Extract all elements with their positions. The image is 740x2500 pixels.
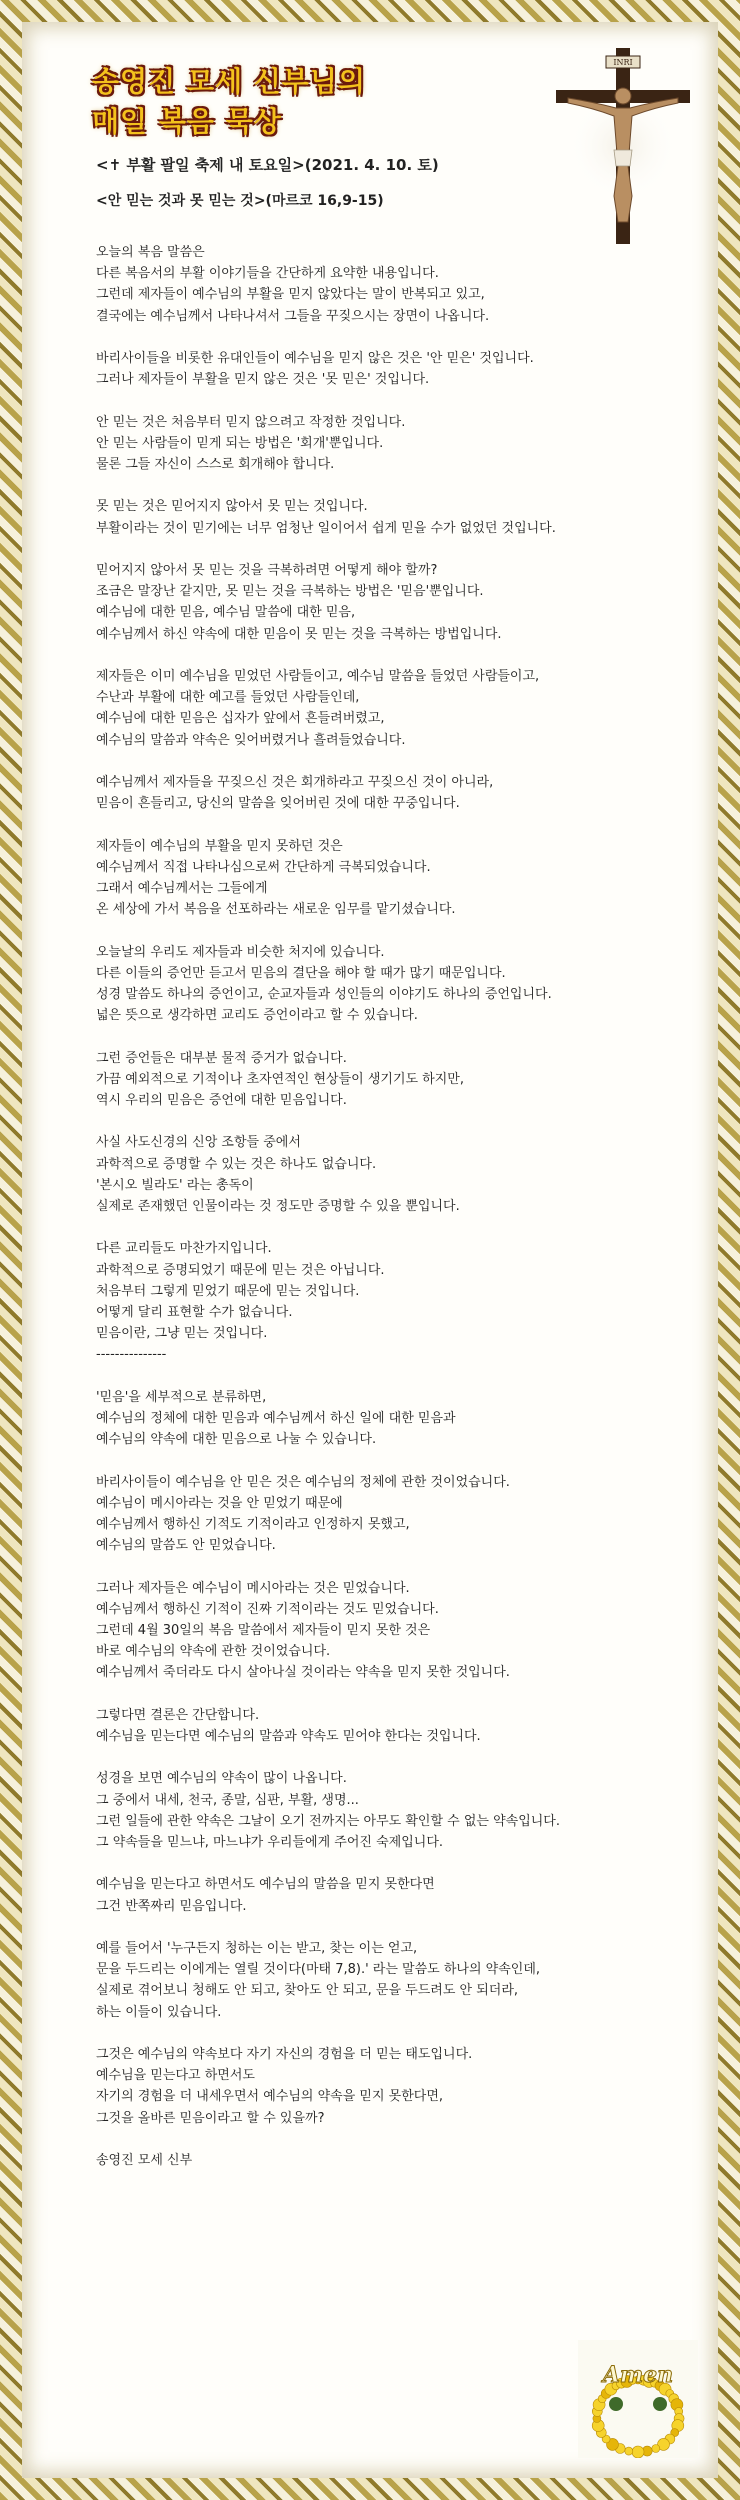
- text-line: 문을 두드리는 이에게는 열릴 것이다(마태 7,8).' 라는 말씀도 하나의 약속인데,: [96, 1962, 541, 1978]
- text-line: 실제로 겪어보니 청해도 안 되고, 찾아도 안 되고, 문을 두드려도 안 되더라,: [96, 1983, 519, 1999]
- text-line: 처음부터 그렇게 믿었기 때문에 믿는 것입니다.: [96, 1283, 360, 1299]
- text-line: 송영진 모세 신부: [96, 2152, 193, 2168]
- crucifix-image: [548, 46, 698, 246]
- text-line: 그것을 올바른 믿음이라고 할 수 있을까?: [96, 2110, 325, 2126]
- text-line: 믿음이란, 그냥 믿는 것입니다.: [96, 1326, 268, 1342]
- flower-petal: [652, 2445, 660, 2453]
- text-line: 결국에는 예수님께서 나타나셔서 그들을 꾸짖으시는 장면이 나옵니다.: [96, 308, 490, 324]
- paragraph: [96, 2044, 676, 2129]
- text-line: 부활이라는 것이 믿기에는 너무 엄청난 일이어서 쉽게 믿을 수가 없었던 것입니다.: [96, 520, 556, 536]
- text-line: 그 중에서 내세, 천국, 종말, 심판, 부활, 생명...: [96, 1792, 359, 1808]
- text-line: 예수님의 정체에 대한 믿음과 예수님께서 하신 일에 대한 믿음과: [96, 1410, 456, 1426]
- amen-text: Amen: [602, 2362, 674, 2388]
- meditation-body: [96, 242, 676, 2192]
- text-line: 바리사이들을 비롯한 유대인들이 예수님을 믿지 않은 것은 '안 믿은' 것입니다.: [96, 351, 534, 366]
- text-line: 어떻게 달리 표현할 수가 없습니다.: [96, 1304, 293, 1320]
- text-line: 예수님에 대한 믿음, 예수님 말씀에 대한 믿음,: [96, 605, 356, 621]
- text-line: 예수님이 메시아라는 것을 안 믿었기 때문에: [96, 1495, 343, 1511]
- page-title: [92, 62, 366, 142]
- text-line: 예수님께서 하신 약속에 대한 믿음이 못 믿는 것을 극복하는 방법입니다.: [96, 626, 502, 642]
- paragraph: [96, 1048, 676, 1112]
- text-line: 예수님을 믿는다고 하면서도 예수님의 말씀을 믿지 못한다면: [96, 1877, 435, 1893]
- paragraph: [96, 242, 676, 327]
- text-line: 그래서 예수님께서는 그들에게: [96, 880, 268, 896]
- text-line: 사실 사도신경의 신앙 조항들 중에서: [96, 1135, 301, 1151]
- text-line: ---------------: [96, 1347, 167, 1363]
- text-line: 예수님의 말씀과 약속은 잊어버렸거나 흘려들었습니다.: [96, 732, 406, 748]
- text-line: 그러나 제자들은 예수님이 메시아라는 것은 믿었습니다.: [96, 1580, 410, 1596]
- text-line: 그렇다면 결론은 간단합니다.: [96, 1707, 260, 1723]
- text-line: 그건 반쪽짜리 믿음입니다.: [96, 1898, 247, 1914]
- text-line: 성경을 보면 예수님의 약속이 많이 나옵니다.: [96, 1771, 347, 1787]
- paragraph: [96, 942, 676, 1027]
- text-line: 온 세상에 가서 복음을 선포하라는 새로운 임무를 맡기셨습니다.: [96, 902, 456, 918]
- title-line-1: 송영진 모세 신부님의: [92, 65, 366, 98]
- flower-petal: [632, 2446, 644, 2458]
- text-line: 예를 들어서 '누구든지 청하는 이는 받고, 찾는 이는 얻고,: [96, 1940, 418, 1956]
- text-line: 그런 증언들은 대부분 물적 증거가 없습니다.: [96, 1050, 347, 1066]
- text-line: 예수님께서 행하신 기적이 진짜 기적이라는 것도 믿었습니다.: [96, 1601, 439, 1617]
- text-line: 그런 일들에 관한 약속은 그날이 오기 전까지는 아무도 확인할 수 없는 약속입니다.: [96, 1813, 561, 1829]
- paragraph: [96, 666, 676, 751]
- text-line: 제자들은 이미 예수님을 믿었던 사람들이고, 예수님 말씀을 들었던 사람들이고,: [96, 668, 540, 684]
- paragraph: [96, 1238, 676, 1365]
- paragraph: [96, 496, 676, 538]
- text-line: 그것은 예수님의 약속보다 자기 자신의 경험을 더 믿는 태도입니다.: [96, 2046, 473, 2062]
- text-line: 그런데 4월 30일의 복음 말씀에서 제자들이 믿지 못한 것은: [96, 1622, 431, 1638]
- paragraph: [96, 836, 676, 921]
- paragraph: [96, 348, 676, 390]
- text-line: 믿어지지 않아서 못 믿는 것을 극복하려면 어떻게 해야 할까?: [96, 562, 438, 578]
- text-line: 믿음이 흔들리고, 당신의 말씀을 잊어버린 것에 대한 꾸중입니다.: [96, 796, 460, 812]
- flower-petal: [625, 2447, 633, 2455]
- header-texts: [96, 154, 439, 212]
- paragraph: [96, 1874, 676, 1916]
- text-line: 넓은 뜻으로 생각하면 교리도 증언이라고 할 수 있습니다.: [96, 1008, 418, 1024]
- paragraph: [96, 1387, 676, 1451]
- text-line: 역시 우리의 믿음은 증언에 대한 믿음입니다.: [96, 1092, 347, 1108]
- text-line: 성경 말씀도 하나의 증언이고, 순교자들과 성인들의 이야기도 하나의 증언입니다.: [96, 986, 552, 1002]
- text-line: '믿음'을 세부적으로 분류하면,: [96, 1389, 267, 1405]
- text-line: 다른 교리들도 마찬가지입니다.: [96, 1241, 272, 1257]
- paragraph: [96, 1938, 676, 2023]
- text-line: 그런데 제자들이 예수님의 부활을 믿지 않았다는 말이 반복되고 있고,: [96, 287, 485, 303]
- text-line: 안 믿는 사람들이 믿게 되는 방법은 '회개'뿐입니다.: [96, 435, 384, 451]
- text-line: 제자들이 예수님의 부활을 믿지 못하던 것은: [96, 838, 343, 854]
- feast-heading: <✝ 부활 팔일 축제 내 토요일>(2021. 4. 10. 토): [96, 156, 439, 174]
- text-line: 다른 복음서의 부활 이야기들을 간단하게 요약한 내용입니다.: [96, 266, 439, 282]
- text-line: 오늘의 복음 말씀은: [96, 245, 205, 260]
- text-line: 예수님께서 직접 나타나심으로써 간단하게 극복되었습니다.: [96, 859, 431, 875]
- text-line: 예수님께서 제자들을 꾸짖으신 것은 회개하라고 꾸짖으신 것이 아니라,: [96, 774, 494, 790]
- inri-sign: INRI: [613, 58, 633, 67]
- text-line: 가끔 예외적으로 기적이나 초자연적인 현상들이 생기기도 하지만,: [96, 1071, 464, 1087]
- text-line: 과학적으로 증명할 수 있는 것은 하나도 없습니다.: [96, 1156, 377, 1172]
- text-line: 예수님께서 죽더라도 다시 살아나실 것이라는 약속을 믿지 못한 것입니다.: [96, 1665, 510, 1681]
- text-line: 바리사이들이 예수님을 안 믿은 것은 예수님의 정체에 관한 것이었습니다.: [96, 1474, 510, 1490]
- text-line: 예수님을 믿는다고 하면서도: [96, 2068, 255, 2084]
- text-line: 과학적으로 증명되었기 때문에 믿는 것은 아닙니다.: [96, 1262, 385, 1278]
- title-line-2: 매일 복음 묵상: [92, 105, 282, 138]
- paragraph: [96, 560, 676, 645]
- gospel-passage-heading: <안 믿는 것과 못 믿는 것>(마르코 16,9-15): [96, 193, 384, 209]
- text-line: 안 믿는 것은 처음부터 믿지 않으려고 작정한 것입니다.: [96, 414, 406, 430]
- text-line: 예수님의 약속에 대한 믿음으로 나눌 수 있습니다.: [96, 1432, 377, 1448]
- text-line: 하는 이들이 있습니다.: [96, 2004, 222, 2020]
- text-line: 바로 예수님의 약속에 관한 것이었습니다.: [96, 1644, 331, 1660]
- text-line: 수난과 부활에 대한 예고를 들었던 사람들인데,: [96, 690, 360, 706]
- paragraph: [96, 1578, 676, 1684]
- paragraph: [96, 1472, 676, 1557]
- paragraph: [96, 2150, 676, 2171]
- text-line: '본시오 빌라도' 라는 총독이: [96, 1177, 254, 1193]
- text-line: 조금은 말장난 같지만, 못 믿는 것을 극복하는 방법은 '믿음'뿐입니다.: [96, 584, 484, 600]
- text-line: 못 믿는 것은 믿어지지 않아서 못 믿는 것입니다.: [96, 499, 368, 515]
- text-line: 예수님을 믿는다면 예수님의 말씀과 약속도 믿어야 한다는 것입니다.: [96, 1728, 481, 1744]
- text-line: 자기의 경험을 더 내세우면서 예수님의 약속을 믿지 못한다면,: [96, 2089, 444, 2105]
- paragraph: [96, 1132, 676, 1217]
- text-line: 예수님의 말씀도 안 믿었습니다.: [96, 1538, 276, 1554]
- text-line: 오늘날의 우리도 제자들과 비슷한 처지에 있습니다.: [96, 944, 385, 960]
- paragraph: [96, 1768, 676, 1853]
- paragraph: [96, 412, 676, 476]
- paragraph: [96, 1705, 676, 1747]
- amen-image: [578, 2340, 698, 2458]
- text-line: 그 약속들을 믿느냐, 마느냐가 우리들에게 주어진 숙제입니다.: [96, 1834, 444, 1850]
- text-line: 예수님께서 행하신 기적도 기적이라고 인정하지 못했고,: [96, 1516, 410, 1532]
- paragraph: [96, 772, 676, 814]
- text-line: 예수님에 대한 믿음은 십자가 앞에서 흔들려버렸고,: [96, 711, 385, 727]
- text-line: 실제로 존재했던 인물이라는 것 정도만 증명할 수 있을 뿐입니다.: [96, 1198, 460, 1214]
- text-line: 물론 그들 자신이 스스로 회개해야 합니다.: [96, 457, 335, 472]
- text-line: 다른 이들의 증언만 듣고서 믿음의 결단을 해야 할 때가 많기 때문입니다.: [96, 965, 506, 981]
- text-line: 그러나 제자들이 부활을 믿지 않은 것은 '못 믿은' 것입니다.: [96, 372, 430, 388]
